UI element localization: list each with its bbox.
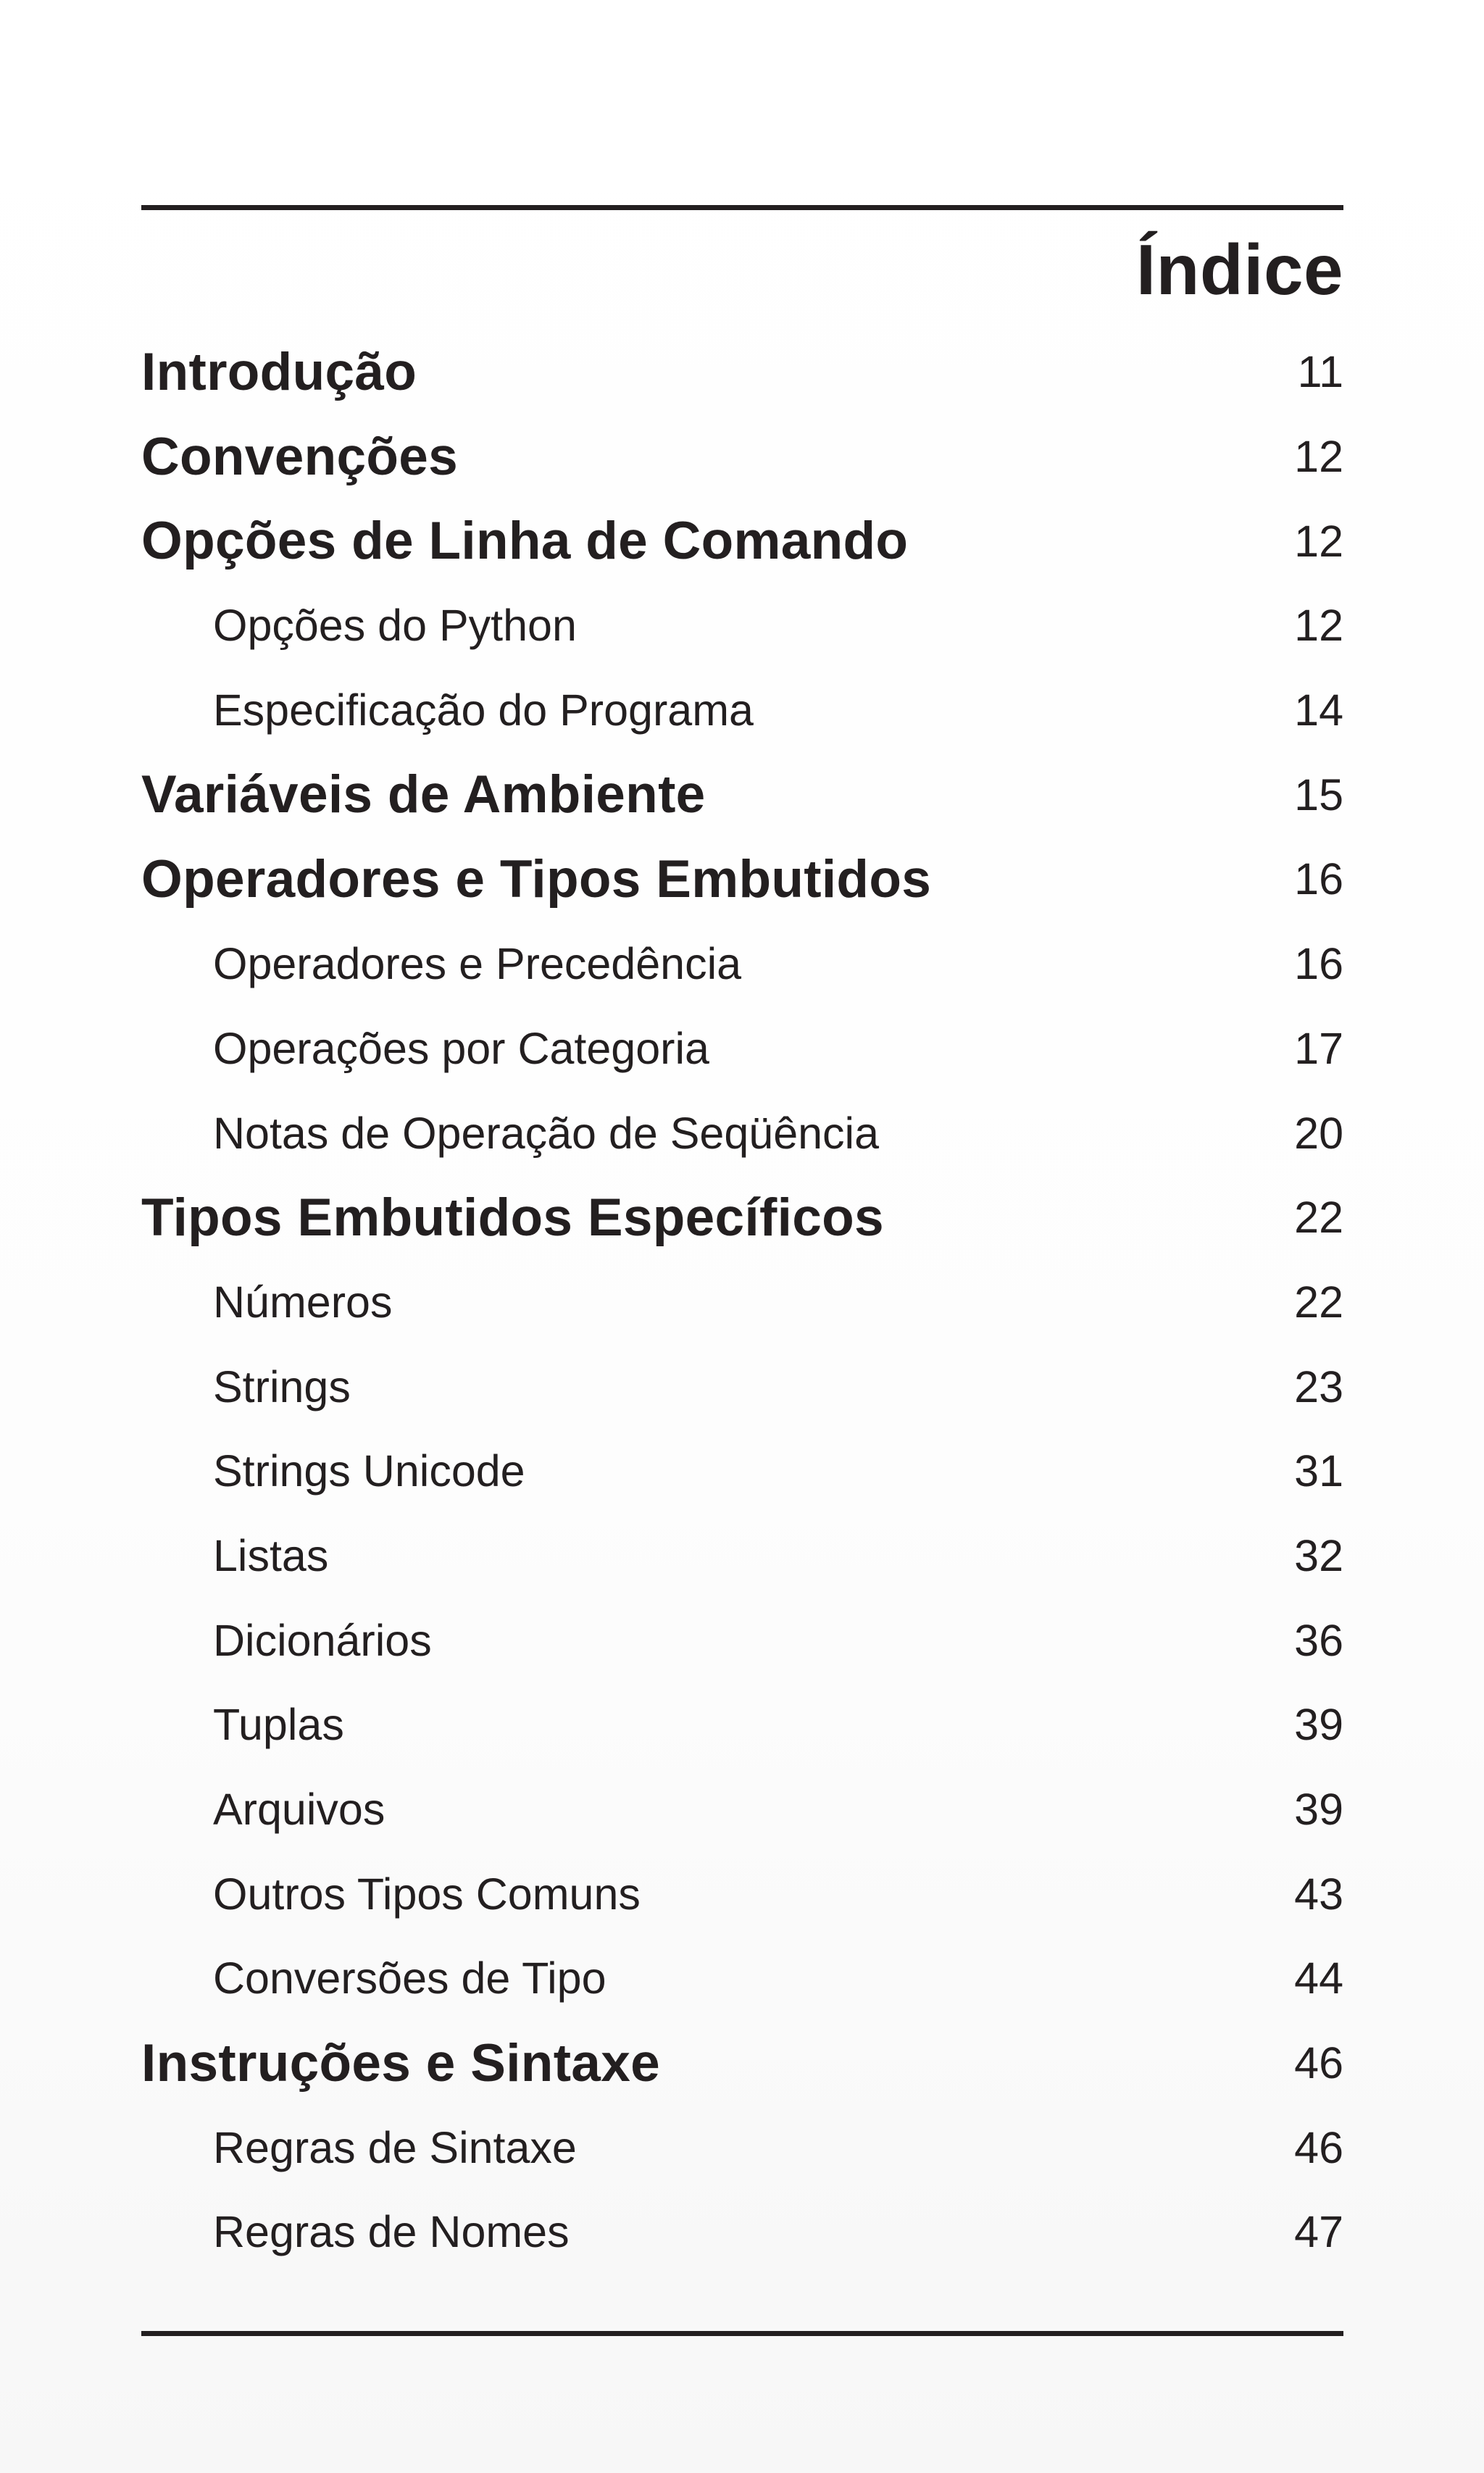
toc-subentry-label: Arquivos (213, 1785, 385, 1835)
toc-subentry-page: 44 (1294, 1953, 1343, 2003)
toc-subentry-page: 14 (1294, 685, 1343, 735)
toc-subentry-page: 22 (1294, 1277, 1343, 1327)
toc-subentry[interactable] (141, 2105, 1343, 2190)
toc-subentry-label: Strings Unicode (213, 1446, 525, 1496)
toc-subentry-label: Opções do Python (213, 601, 577, 651)
toc-subentry[interactable] (141, 1514, 1343, 1598)
toc-entry-page: 11 (1297, 347, 1343, 397)
toc-subentry-page: 39 (1294, 1700, 1343, 1750)
toc-entry-label: Convenções (141, 427, 459, 486)
toc-entry-page: 12 (1294, 432, 1343, 482)
toc-subentry-label: Dicionários (213, 1615, 432, 1665)
page-title: Índice (1135, 230, 1343, 309)
toc-subentry[interactable] (141, 1851, 1343, 1936)
toc-entry[interactable] (141, 2021, 1343, 2106)
toc-entry[interactable] (141, 414, 1343, 499)
toc-subentry-page: 16 (1294, 939, 1343, 989)
toc-entry[interactable] (141, 1175, 1343, 1260)
toc-entry-label: Instruções e Sintaxe (141, 2033, 661, 2093)
toc-subentry-page: 31 (1294, 1446, 1343, 1496)
toc-subentry[interactable] (141, 1598, 1343, 1682)
bottom-rule (141, 2331, 1343, 2336)
toc-subentry[interactable] (141, 2190, 1343, 2274)
toc-entry-page: 15 (1294, 770, 1343, 820)
toc-subentry[interactable] (141, 1936, 1343, 2021)
toc-subentry-label: Operadores e Precedência (213, 939, 742, 989)
toc-entry-label: Introdução (141, 342, 417, 401)
toc-subentry-label: Outros Tipos Comuns (213, 1869, 641, 1919)
toc-subentry-label: Regras de Sintaxe (213, 2122, 577, 2172)
toc-subentry[interactable] (141, 1260, 1343, 1345)
toc-subentry-label: Especificação do Programa (213, 685, 754, 735)
toc-subentry[interactable] (141, 583, 1343, 668)
table-of-contents (141, 330, 1343, 2274)
toc-entry-page: 16 (1294, 854, 1343, 904)
toc-entry[interactable] (141, 499, 1343, 583)
toc-subentry-page: 46 (1294, 2122, 1343, 2172)
top-rule (141, 205, 1343, 210)
toc-subentry-page: 17 (1294, 1023, 1343, 1073)
toc-subentry[interactable] (141, 922, 1343, 1006)
toc-subentry[interactable] (141, 1767, 1343, 1852)
toc-subentry[interactable] (141, 1429, 1343, 1514)
toc-subentry-label: Tuplas (213, 1700, 344, 1750)
toc-subentry-label: Regras de Nomes (213, 2207, 570, 2257)
toc-entry[interactable] (141, 837, 1343, 922)
toc-subentry-page: 12 (1294, 601, 1343, 651)
toc-entry-label: Tipos Embutidos Específicos (141, 1188, 884, 1247)
toc-entry-label: Opções de Linha de Comando (141, 512, 909, 571)
toc-subentry-label: Números (213, 1277, 393, 1327)
toc-subentry-page: 32 (1294, 1530, 1343, 1580)
toc-subentry-label: Notas de Operação de Seqüência (213, 1108, 880, 1158)
toc-subentry-page: 23 (1294, 1361, 1343, 1411)
toc-subentry-label: Operações por Categoria (213, 1023, 709, 1073)
toc-subentry-page: 47 (1294, 2207, 1343, 2257)
toc-subentry-page: 20 (1294, 1108, 1343, 1158)
toc-entry-page: 46 (1294, 2038, 1343, 2088)
toc-entry[interactable] (141, 330, 1343, 414)
toc-subentry[interactable] (141, 1344, 1343, 1429)
toc-subentry-page: 43 (1294, 1869, 1343, 1919)
toc-subentry[interactable] (141, 1090, 1343, 1175)
toc-subentry[interactable] (141, 668, 1343, 753)
toc-entry-label: Variáveis de Ambiente (141, 765, 706, 825)
toc-entry-page: 12 (1294, 516, 1343, 566)
toc-entry-label: Operadores e Tipos Embutidos (141, 849, 932, 909)
toc-subentry-page: 39 (1294, 1785, 1343, 1835)
toc-subentry-page: 36 (1294, 1615, 1343, 1665)
toc-subentry[interactable] (141, 1682, 1343, 1767)
toc-entry[interactable] (141, 752, 1343, 837)
toc-subentry-label: Listas (213, 1530, 329, 1580)
toc-subentry[interactable] (141, 1006, 1343, 1091)
toc-entry-page: 22 (1294, 1193, 1343, 1243)
toc-subentry-label: Strings (213, 1361, 351, 1411)
toc-subentry-label: Conversões de Tipo (213, 1953, 606, 2003)
